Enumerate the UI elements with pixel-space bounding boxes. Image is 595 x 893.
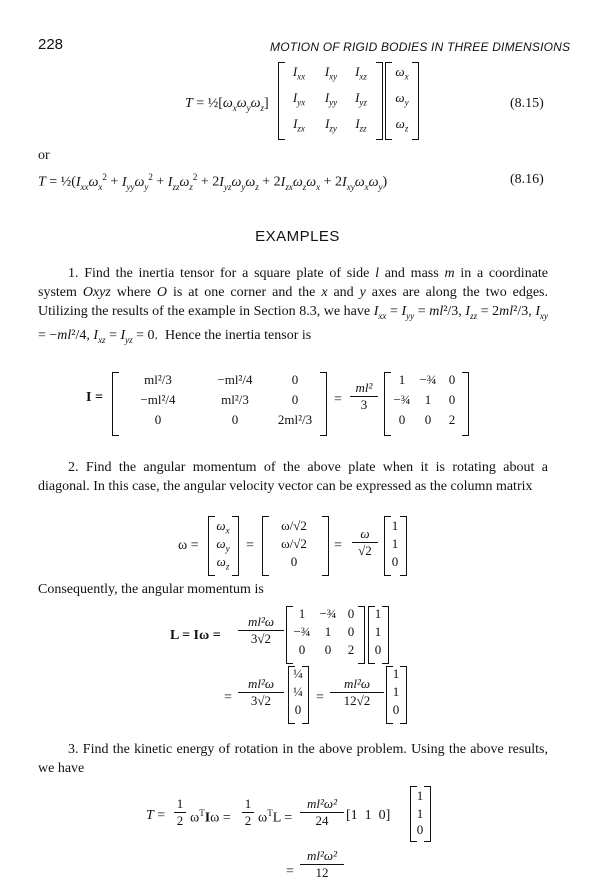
equation-number: (8.15) <box>510 96 544 111</box>
section-title: EXAMPLES <box>255 228 340 245</box>
page-number: 228 <box>38 36 64 53</box>
example-1-text: 1. Find the inertia tensor for a square plate of side l and mass m in a coordinate system Oxyz where O is at one corner and the x and y axes are along the two edges. Utilizing the results of the example in Section 8.3, we have $I_{xx} = I_{yy} = ml^2/3$, $I_{zz} = 2ml^2/3$, $I_{xy} = -ml^2/4$, $I_{xz} = I_{yz} = 0$. Hence the inertia tensor is <box>38 266 549 345</box>
or-word: or <box>38 148 50 163</box>
consequently-text: Consequently, the angular momentum is <box>38 582 264 597</box>
running-title: MOTION OF RIGID BODIES IN THREE DIMENSIONS <box>270 40 571 54</box>
equation-8-16: $T = \frac{1}{2}(I_{xx}\omega_x^2 + I_{yy}\omega_y^2 + I_{zz}\omega_z^2 + 2I_{yz}\omega_y\omega_z + 2I_{zx}\omega_z\omega_x + 2I_{xy}\omega_x\omega_y)$ <box>38 172 388 192</box>
equation-number-8-16: (8.16) <box>510 172 544 187</box>
example-3-text: 3. Find the kinetic energy of rotation in the above problem. Using the above results, we have <box>38 742 548 776</box>
example-2-text: 2. Find the angular momentum of the above plate when it is rotating about a diagonal. In this case, the angular velocity vector can be expressed as the column matrix <box>38 460 548 494</box>
